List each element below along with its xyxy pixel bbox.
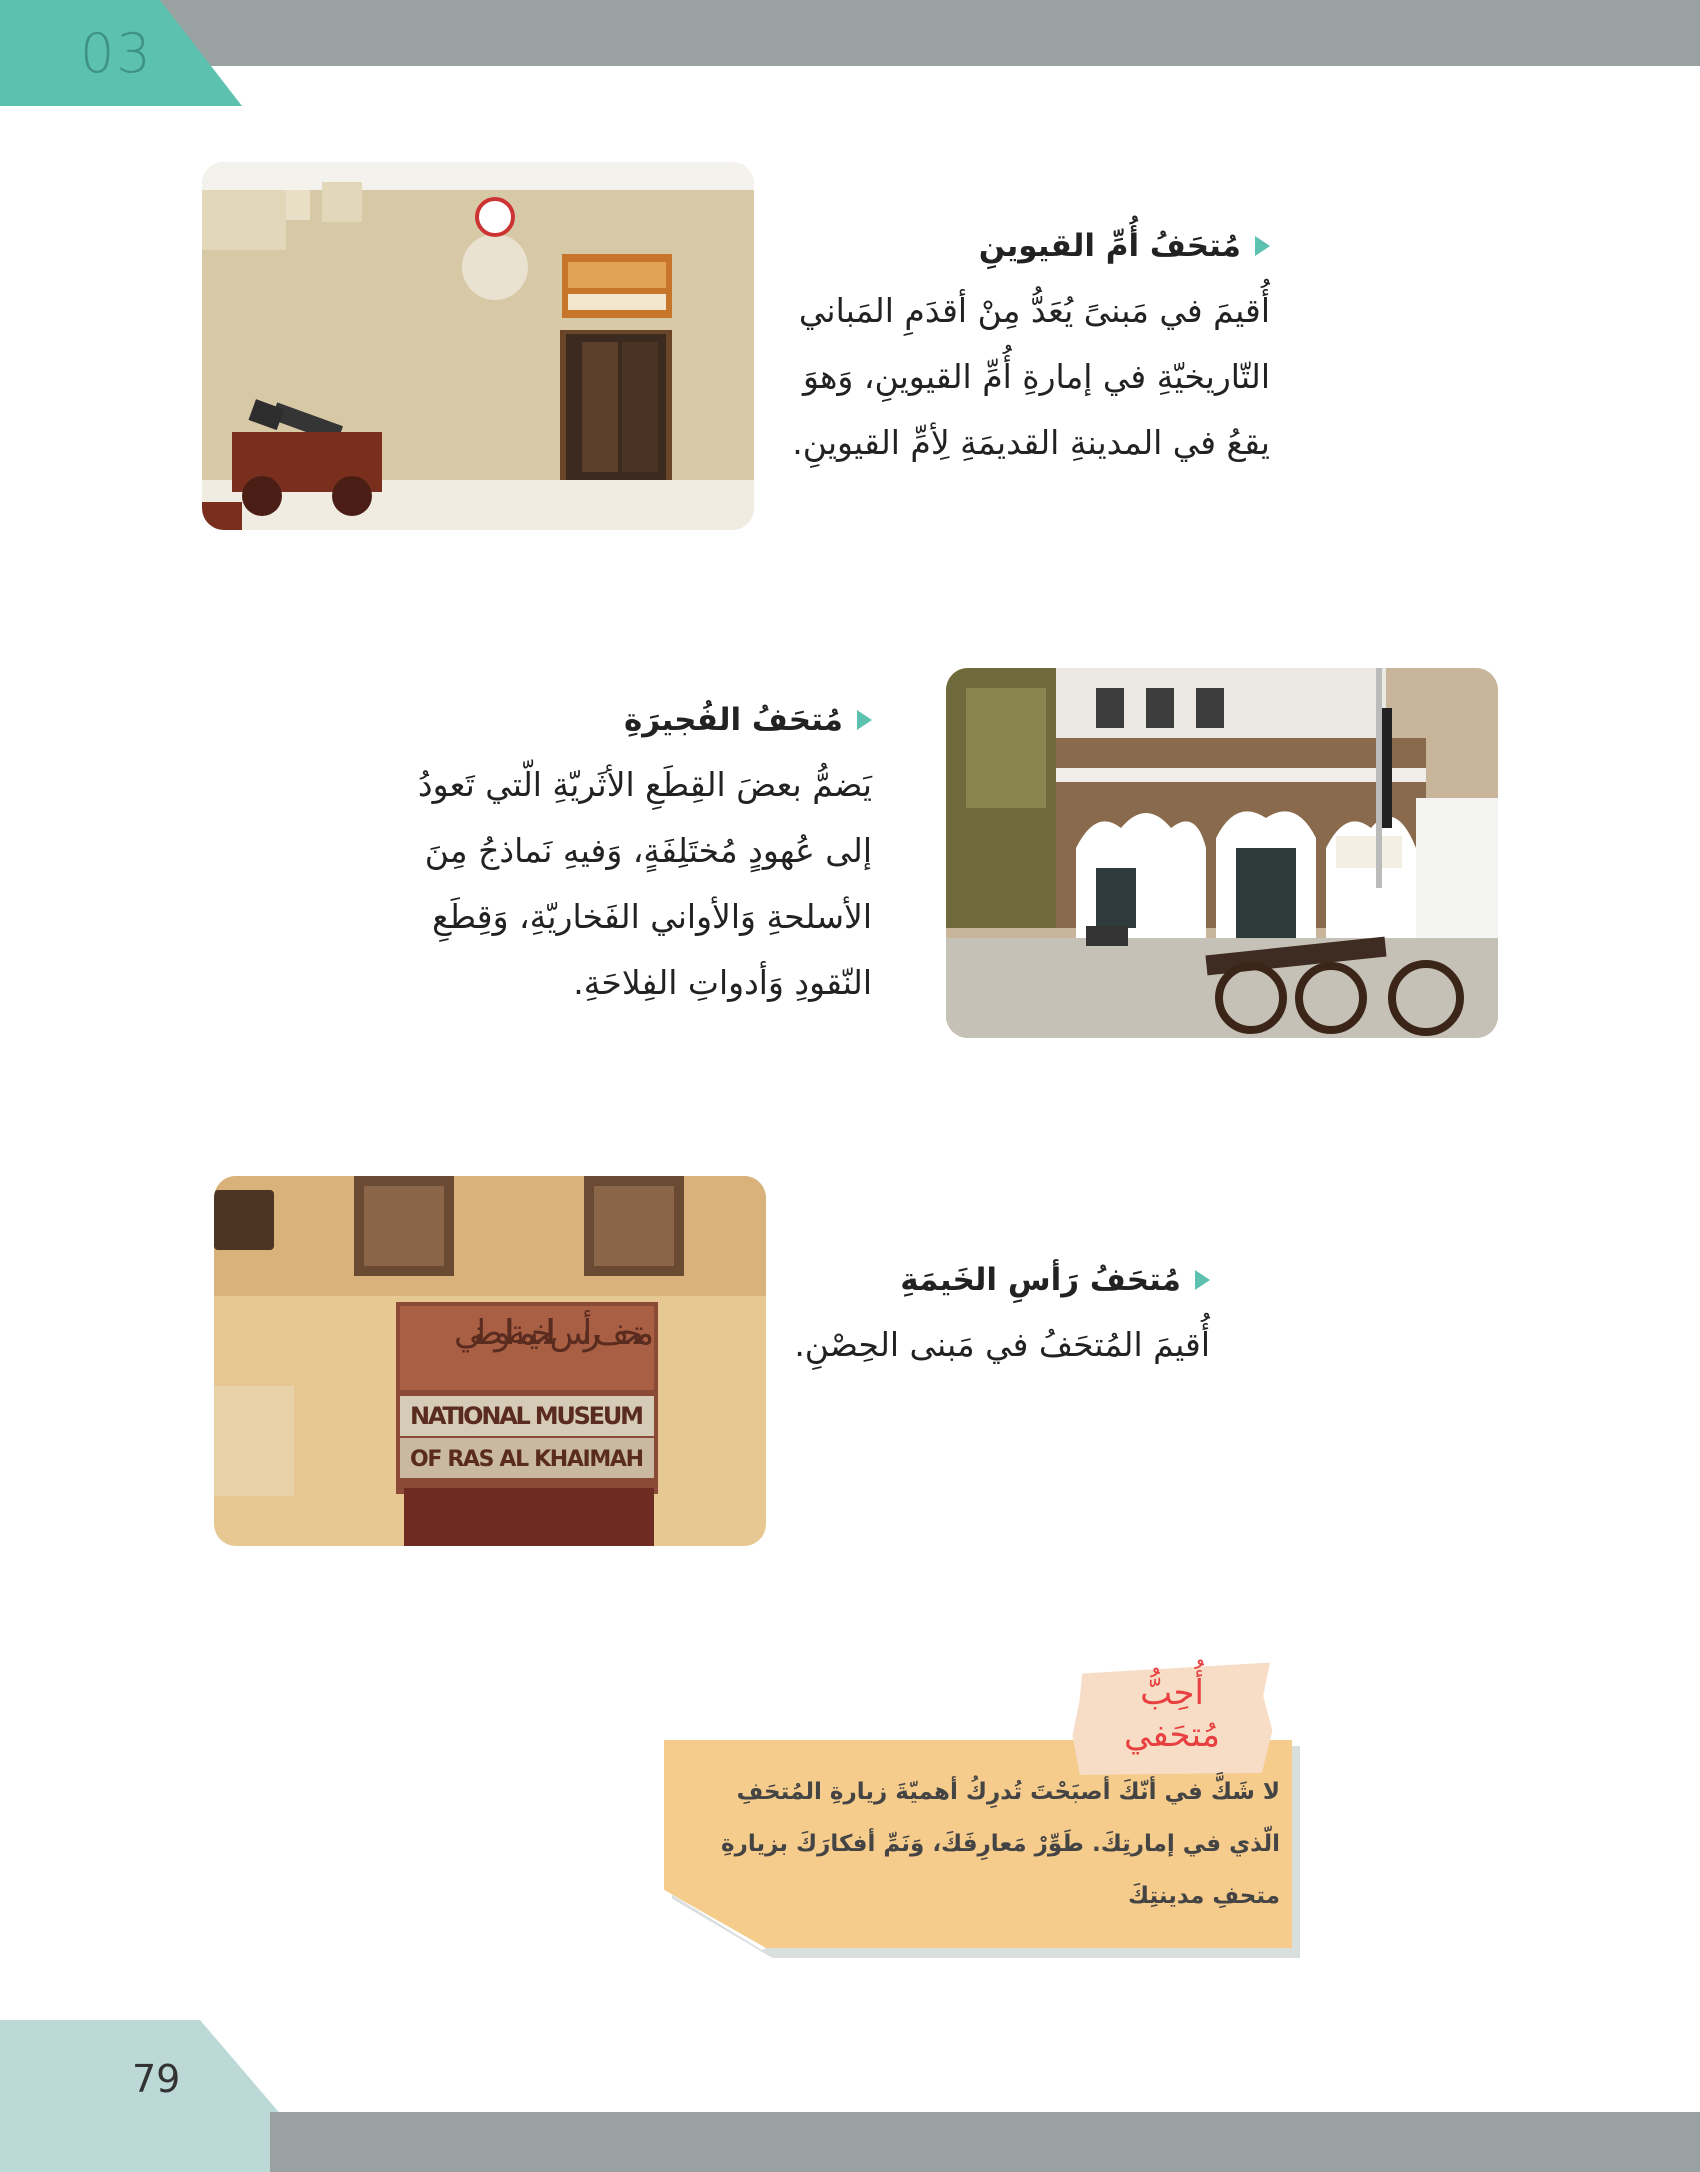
museum-1-title: مُتحَفُ أُمِّ القيوينِ — [978, 228, 1241, 264]
note-title-line-1: أُحِبُّ — [1140, 1673, 1204, 1713]
museum-3-heading — [770, 1262, 1210, 1298]
note-text: لا شَكَّ في أنّكَ أصبَحْتَ تُدرِكُ أهميّةَ زيارةِ المُتحَفِ الّذي في إمارتِكَ. طَوِّرْ مَعارِفَكَ، وَنَمِّ أفكارَكَ بزيارةِ متحفِ مدينتِكَ — [721, 1779, 1280, 1909]
top-bar — [0, 0, 1700, 66]
fujairah-museum-photo — [946, 668, 1498, 1038]
museum-3-body: أُقيمَ المُتحَفُ في مَبنى الحِصْنِ. — [794, 1325, 1210, 1364]
museum-2-body: يَضمُّ بعضَ القِطَعِ الأثَريّةِ الّتي تَعودُ إلى عُهودٍ مُختَلِفَةٍ، وَفيهِ نَماذجُ مِنَ الأسلحةِ وَالأواني الفَخاريّةِ، وَقِطَعِ النّقودِ وَأدواتِ الفِلاحَةِ. — [417, 765, 872, 1002]
rak-sign-line-1: NATIONAL MUSEUM — [410, 1402, 644, 1430]
rak-sign-line-2: OF RAS AL KHAIMAH — [410, 1447, 644, 1472]
museum-1-heading — [770, 228, 1270, 264]
chapter-number: 03 — [80, 22, 153, 85]
museum-2-text — [400, 702, 872, 1016]
note-title-line-2: مُتحَفي — [1124, 1715, 1220, 1755]
museum-2-title: مُتحَفُ الفُجيرَةِ — [623, 702, 843, 738]
museum-1-text — [770, 228, 1270, 476]
museum-3-text — [770, 1262, 1210, 1378]
bullet-triangle-icon — [1255, 236, 1270, 256]
bottom-bar — [270, 2112, 1700, 2172]
umm-al-quwain-museum-photo — [202, 162, 754, 530]
bullet-triangle-icon — [857, 710, 872, 730]
museum-2-heading — [400, 702, 872, 738]
page-number: 79 — [132, 2057, 181, 2101]
note-title — [1072, 1672, 1272, 1756]
ras-al-khaimah-museum-photo — [214, 1176, 766, 1546]
rak-arabic-sign-text: متحف رأس الخيمة الوطني — [454, 1313, 654, 1353]
museum-1-body: أُقيمَ في مَبنىً يُعَدُّ مِنْ أقدَمِ المَباني التّاريخيّةِ في إمارةِ أُمِّ القيوينِ، وَهوَ يقعُ في المدينةِ القديمَةِ لِأمِّ القيوينِ. — [792, 291, 1270, 462]
museum-3-title: مُتحَفُ رَأسِ الخَيمَةِ — [900, 1262, 1181, 1298]
bullet-triangle-icon — [1195, 1270, 1210, 1290]
